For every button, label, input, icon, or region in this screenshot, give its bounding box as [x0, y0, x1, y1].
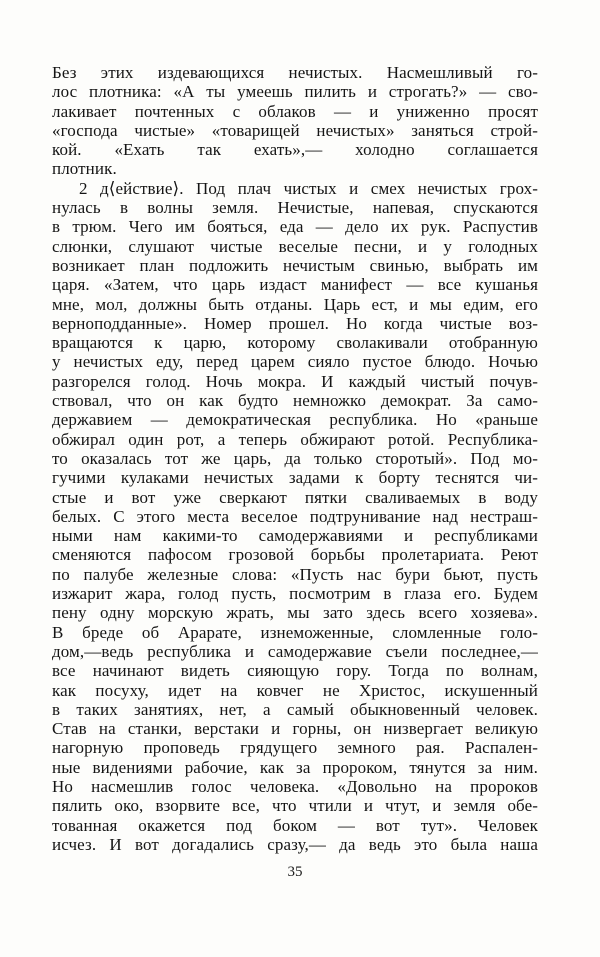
text-line: нагорную проповедь грядущего земного рая. Распален- [52, 738, 538, 758]
text-line: кой. «Ехать так ехать»,— холодно соглашается [52, 140, 538, 160]
text-line: Но насмешлив голос человека. «Довольно на пророков [52, 776, 538, 796]
text-line: пялить око, взорвите все, что чтили и чтут, и земля обе- [52, 796, 538, 816]
text-line: В бреде об Арарате, изнеможенные, сломленные голо- [52, 622, 538, 642]
text-line: в таких занятиях, нет, а самый обыкновенный человек. [52, 699, 538, 719]
text-line: ствовал, что он как будто немножко демократ. За само- [52, 391, 538, 411]
page-number: 35 [287, 864, 303, 880]
text-line: возникает план подложить нечистым свинью, выбрать им [52, 255, 538, 275]
text-line: изжарит жара, голод пусть, посмотрим в глаза его. Будем [52, 584, 538, 604]
text-line: гучими кулаками нечистых задами к борту теснятся чи- [52, 468, 538, 488]
text-line: «господа чистые» «товарищей нечистых» заняться строй- [52, 120, 538, 140]
text-line: верноподданные». Номер прошел. Но когда чистые воз- [52, 313, 538, 333]
text-line: ными нам какими-то самодержавиями и республиками [52, 526, 538, 546]
text-line-paragraph-start: 2 д⟨ействие⟩. Под плач чистых и смех нечистых грох- [79, 178, 538, 198]
page-text [52, 63, 538, 854]
text-line: как посуху, идет на ковчег не Христос, искушенный [52, 680, 538, 700]
text-line: все начинают видеть сияющую гору. Тогда по волнам, [52, 661, 538, 681]
text-line: сменяются пафосом грозовой борьбы пролетариата. Реют [52, 545, 538, 565]
text-line: в трюм. Чего им бояться, еда — дело их рук. Распустив [52, 217, 538, 237]
text-line: Став на станки, верстаки и горны, он низвергает великую [52, 719, 538, 739]
text-line: белых. С этого места веселое подтрунивание над нестраш- [52, 506, 538, 526]
text-line: ные видениями рабочие, как за пророком, тянутся за ним. [52, 757, 538, 777]
text-line: плотник. [52, 159, 117, 179]
text-line: Без этих издевающихся нечистых. Насмешливый го- [52, 63, 538, 82]
text-line: по палубе железные слова: «Пусть нас бури бьют, пусть [52, 564, 538, 584]
text-line: исчез. И вот догадались сразу,— да ведь это была наша [52, 834, 538, 854]
text-line: обжирал один рот, а теперь обжирают ротой. Республика- [52, 429, 538, 449]
text-line: державием — демократическая республика. Но «раньше [52, 410, 538, 430]
text-line: вращаются к царю, которому сволакивали отобранную [52, 333, 538, 353]
text-line: то оказалась тот же царь, да только сторотый». Под мо- [52, 448, 538, 468]
text-line: слюнки, слушают чистые веселые песни, и у голодных [52, 236, 538, 256]
text-line: пену одну морскую жрать, мы зато здесь всего хозяева». [52, 603, 538, 623]
text-line: лакивает почтенных с облаков — и униженно просят [52, 101, 538, 121]
text-line: тованная окажется под боком — вот тут». Человек [52, 815, 538, 835]
text-line: дом,—ведь республика и самодержавие съели последнее,— [52, 641, 538, 661]
text-line: царя. «Затем, что царь издаст манифест — все кушанья [52, 275, 538, 295]
text-line: стые и вот уже сверкают пятки сваливаемых в воду [52, 487, 538, 507]
text-line: нулась в волны земля. Нечистые, напевая, спускаются [52, 198, 538, 218]
text-line: разгорелся голод. Ночь мокра. И каждый чистый почув- [52, 371, 538, 391]
text-line: у нечистых еду, перед царем сияло пустое блюдо. Ночью [52, 352, 538, 372]
text-line: мне, мол, должны быть отданы. Царь ест, и мы едим, его [52, 294, 538, 314]
text-line: лос плотника: «А ты умеешь пилить и строгать?» — сво- [52, 82, 538, 102]
